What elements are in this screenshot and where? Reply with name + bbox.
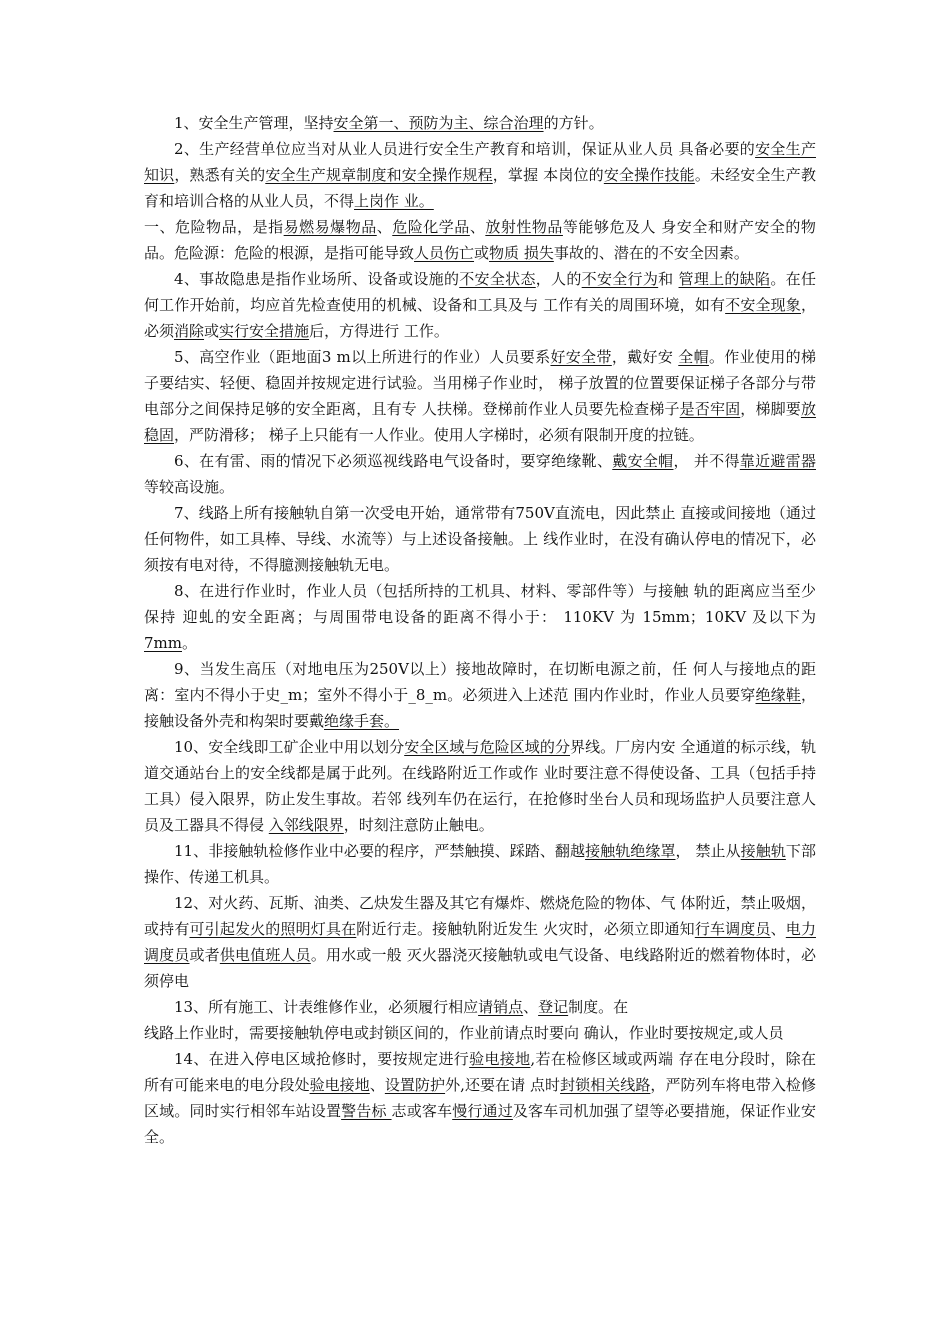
text-run: 。未经安全生产教育和培训合格的从业人员，不得 bbox=[144, 166, 816, 210]
underlined-term: 危险化学品 bbox=[392, 218, 470, 236]
underlined-term: 验电接地 bbox=[469, 1050, 531, 1068]
text-run: 、 bbox=[523, 998, 539, 1016]
text-run: 等能够危及人 身安全和财产安全的物品。危险源：危险的根源，是指可能导致 bbox=[144, 218, 816, 262]
text-run: 13、所有施工、计表维修作业，必须履行相应 bbox=[174, 998, 479, 1016]
underlined-term: 人员伤亡 bbox=[414, 244, 475, 262]
underlined-term: 安全生产规章制度和安全操作规程 bbox=[265, 166, 493, 184]
underlined-term: 接触轨绝缘罩 bbox=[585, 842, 676, 860]
text-run: ，严防滑移； 梯子上只能有一人作业。使用人字梯时，必须有限制开度的拉链。 bbox=[174, 426, 704, 444]
paragraph bbox=[144, 838, 816, 890]
underlined-term: 绝缘鞋 bbox=[755, 686, 801, 704]
underlined-term: 放射性物品 bbox=[485, 218, 563, 236]
text-run: 6、在有雷、雨的情况下必须巡视线路电气设备时，要穿绝缘靴、 bbox=[174, 452, 613, 470]
text-run: 附近行走。接触轨附近发生 火灾时，必须立即通知 bbox=[356, 920, 695, 938]
text-run: 11、非接触轨检修作业中必要的程序，严禁触摸、踩踏、翻越 bbox=[174, 842, 586, 860]
underlined-term: 不安全状态 bbox=[459, 270, 536, 288]
text-run: 。在任何工作开始前，均应首先检查使用的机械、设备和工具及与 工作有关的周围环境，如有 bbox=[144, 270, 816, 314]
underlined-term: 慢行通过 bbox=[452, 1102, 513, 1120]
paragraph bbox=[144, 890, 816, 994]
text-run: ， 禁止从 bbox=[675, 842, 741, 860]
paragraph bbox=[144, 1020, 816, 1046]
paragraph bbox=[144, 994, 816, 1020]
underlined-term: 物质 损失 bbox=[489, 244, 554, 262]
underlined-term: 电力调度员 bbox=[144, 920, 816, 964]
paragraph bbox=[144, 136, 816, 214]
text-run: 、 bbox=[369, 1076, 385, 1094]
paragraph bbox=[144, 734, 816, 838]
underlined-term: 易燃易爆物品 bbox=[283, 218, 377, 236]
text-run: 的方针。 bbox=[543, 114, 604, 132]
underlined-term: 供电值班人员 bbox=[219, 946, 311, 964]
text-run: 14、在进入停电区域抢修时，要按规定进行 bbox=[174, 1050, 470, 1068]
underlined-term: 全帽 bbox=[678, 348, 709, 366]
text-run: ，时刻注意防止触电。 bbox=[343, 816, 494, 834]
text-run: 、 bbox=[469, 218, 486, 236]
document-body bbox=[144, 110, 816, 1150]
underlined-term: 管理上的缺陷 bbox=[678, 270, 771, 288]
text-run: ，梯脚要 bbox=[740, 400, 801, 418]
text-run: 后，方得进行 工作。 bbox=[309, 322, 449, 340]
text-run: 4、事故隐患是指作业场所、设备或设施的 bbox=[174, 270, 460, 288]
text-run: 下部操作、传递工机具。 bbox=[144, 842, 816, 886]
underlined-term: 放稳固 bbox=[144, 400, 816, 444]
text-run: 及客车司机加强了望等必要措施，保证作业安全。 bbox=[144, 1102, 816, 1146]
text-run: 外,还要在请 点时 bbox=[445, 1076, 561, 1094]
text-run: 制度。在 bbox=[568, 998, 629, 1016]
text-run: ，严防列车将电带入检修区域。同时实行相邻车站设置 bbox=[144, 1076, 816, 1120]
paragraph bbox=[144, 656, 816, 734]
underlined-term: 上岗作 业。 bbox=[354, 192, 434, 210]
underlined-term: 不安全行为 bbox=[581, 270, 659, 288]
underlined-term: 7mm bbox=[144, 634, 182, 652]
text-run: 5、高空作业（距地面3 m以上所进行的作业）人员要系 bbox=[174, 348, 551, 366]
underlined-term: 不安全现象 bbox=[725, 296, 801, 314]
text-run: ，接触设备外壳和构架时要戴 bbox=[144, 686, 816, 730]
underlined-term: 行车调度员 bbox=[694, 920, 771, 938]
text-run: ，人的 bbox=[535, 270, 582, 288]
text-run: ，掌握 本岗位的 bbox=[492, 166, 604, 184]
underlined-term: 绝缘手套。 bbox=[324, 712, 400, 730]
text-run: 。 bbox=[182, 634, 198, 652]
text-run: ,若在检修区域或两端 存在电分段时，除在所有可能来电的电分段处 bbox=[144, 1050, 816, 1094]
underlined-term: 好安全带 bbox=[550, 348, 612, 366]
paragraph bbox=[144, 344, 816, 448]
underlined-term: 请销点 bbox=[478, 998, 524, 1016]
text-run: 事故的、潜在的不安全因素。 bbox=[553, 244, 749, 262]
underlined-term: 实行安全措施 bbox=[219, 322, 310, 340]
text-run: 线路上作业时，需要接触轨停电或封锁区间的，作业前请点时要向 确认，作业时要按规定,或人员 bbox=[144, 1024, 784, 1042]
text-run: 、 bbox=[770, 920, 786, 938]
underlined-term: 接触轨 bbox=[740, 842, 786, 860]
paragraph bbox=[144, 448, 816, 500]
text-run: 等较高设施。 bbox=[144, 478, 235, 496]
underlined-term: 安全第一、预防为主、综合治理 bbox=[333, 114, 544, 132]
underlined-term: 靠近避雷器 bbox=[739, 452, 816, 470]
text-run: 9、当发生高压（对地电压为250V以上）接地故障时，在切断电源之前，任 何人与接地点的距离：室内不得小于史_m；室外不得小于_8_m。必须进入上述范 围内作业时，作业人员要穿 bbox=[144, 660, 816, 704]
underlined-term: 安全操作技能 bbox=[603, 166, 695, 184]
underlined-term: 安全生产知识 bbox=[144, 140, 816, 184]
text-run: ，熟悉有关的 bbox=[174, 166, 266, 184]
underlined-term: 消除 bbox=[174, 322, 205, 340]
text-run: 一、危险物品，是指 bbox=[144, 218, 284, 236]
underlined-term: 登记 bbox=[538, 998, 569, 1016]
paragraph bbox=[144, 214, 816, 266]
text-run: 。作业使用的梯子要结实、轻便、稳固并按规定进行试验。当用梯子作业时， 梯子放置的位置要保证梯子各部分与带电部分之间保持足够的安全距离，且有专 人扶梯。登梯前作业人员要先检查梯子 bbox=[144, 348, 816, 418]
text-run: 12、对火药、瓦斯、油类、乙炔发生器及其它有爆炸、燃烧危险的物体、气 体附近，禁止吸烟，或持有 bbox=[144, 894, 816, 938]
text-run: 或者 bbox=[189, 946, 220, 964]
text-run: 或 bbox=[204, 322, 220, 340]
paragraph bbox=[144, 1046, 816, 1150]
underlined-term: 验电接地 bbox=[309, 1076, 370, 1094]
underlined-term: 封锁相关线路 bbox=[560, 1076, 651, 1094]
text-run: 7、线路上所有接触轨自第一次受电开始，通常带有750V直流电，因此禁止 直接或间接地（通过任何物件，如工具棒、导线、水流等）与上述设备接触。上 线作业时，在没有确认停电的情况下，必须按有电对待，不得臆测接触轨无电。 bbox=[144, 504, 816, 574]
underlined-term: 安全区域与危险区域的分 bbox=[404, 738, 571, 756]
text-run: 和 bbox=[658, 270, 679, 288]
text-run: 或 bbox=[474, 244, 490, 262]
paragraph bbox=[144, 266, 816, 344]
text-run: 。用水或一般 灭火器浇灭接触轨或电气设备、电线路附近的燃着物体时，必须停电 bbox=[144, 946, 816, 990]
underlined-term: 戴安全帽 bbox=[612, 452, 674, 470]
text-run: ，戴好安 bbox=[611, 348, 679, 366]
text-run: 2、生产经营单位应当对从业人员进行安全生产教育和培训，保证从业人员 具备必要的 bbox=[174, 140, 756, 158]
underlined-term: 入邻线限界 bbox=[268, 816, 344, 834]
underlined-term: 设置防护 bbox=[384, 1076, 446, 1094]
paragraph bbox=[144, 110, 816, 136]
text-run: 志或客车 bbox=[391, 1102, 453, 1120]
text-run: 、 bbox=[376, 218, 393, 236]
text-run: 界线。厂房内安 全通道的标示线，轨道交通站台上的安全线都是属于此列。在线路附近工作或作 业时要注意不得使设备、工具（包括手持工具）侵入限界，防止发生事故。若邻 线列车仍在运行，在抢修时坐台人员和现场监护人员要注意人员及工器具不得侵 bbox=[144, 738, 816, 834]
underlined-term: 可引起发火的照明灯具在 bbox=[189, 920, 357, 938]
text-run: ， 并不得 bbox=[673, 452, 740, 470]
underlined-term: 警告标 bbox=[341, 1102, 392, 1120]
text-run: 8、在进行作业时，作业人员（包括所持的工机具、材料、零部件等）与接触 轨的距离应当至少保持 迎虬的安全距离；与周围带电设备的距离不得小于： 110KV 为 15mm；10KV 及以下为 bbox=[144, 582, 816, 626]
paragraph bbox=[144, 500, 816, 578]
text-run: ，必须 bbox=[144, 296, 816, 340]
paragraph bbox=[144, 578, 816, 656]
underlined-term: 是否牢固 bbox=[679, 400, 741, 418]
text-run: 10、安全线即工矿企业中用以划分 bbox=[174, 738, 405, 756]
text-run: 1、安全生产管理，坚持 bbox=[174, 114, 334, 132]
